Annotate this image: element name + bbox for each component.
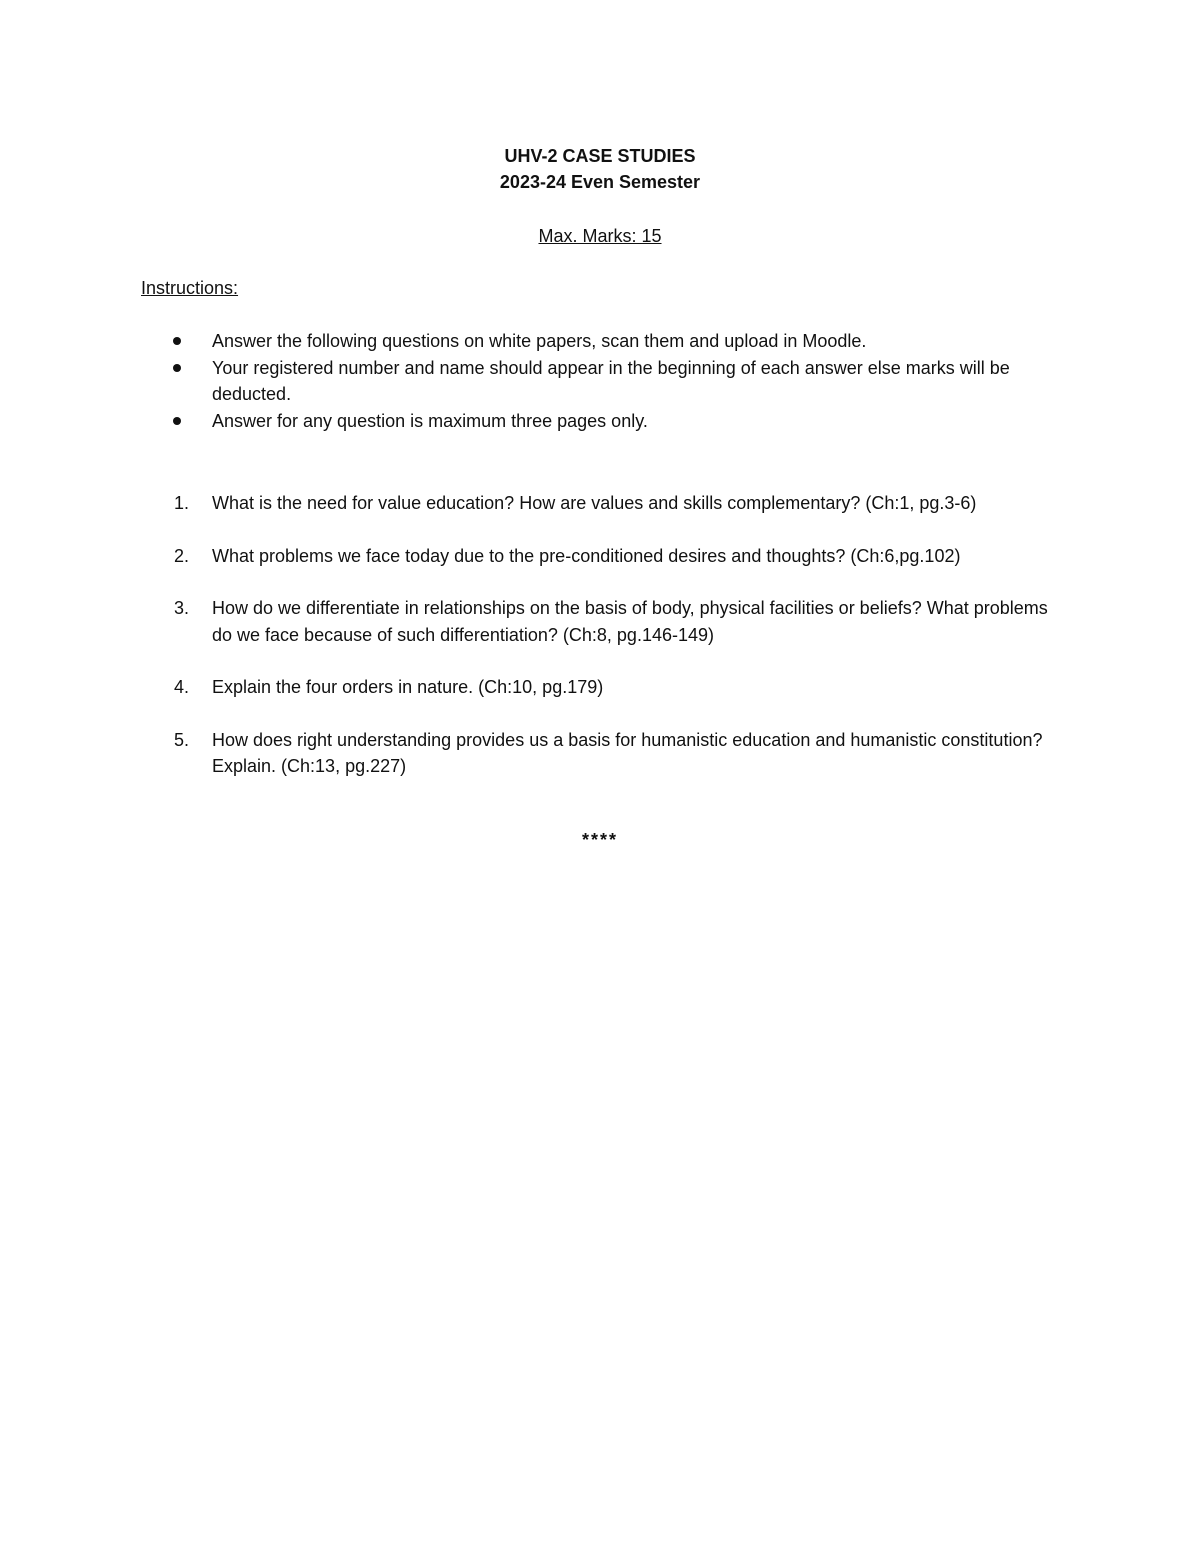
question-text: How does right understanding provides us a basis for humanistic education and humanistic constitution? Explain. (Ch:13, pg.227): [212, 729, 1043, 776]
question-text: What problems we face today due to the pre-conditioned desires and thoughts? (Ch:6,pg.102): [212, 545, 961, 566]
bullet-icon: [173, 364, 181, 372]
bullet-icon: [173, 417, 181, 425]
max-marks-label: Max. Marks: 15: [538, 226, 662, 246]
document-title: UHV-2 CASE STUDIES: [504, 146, 696, 166]
question-number: 2.: [174, 545, 190, 566]
question-text: How do we differentiate in relationships on the basis of body, physical facilities or beliefs? What problems do we face because of such differentiation? (Ch:8, pg.146-149): [212, 598, 1048, 645]
question-number: 3.: [174, 598, 190, 618]
bullet-icon: [173, 337, 181, 345]
question-number: 5.: [174, 729, 190, 750]
question-text: Explain the four orders in nature. (Ch:10, pg.179): [212, 677, 604, 697]
question-item: [0, 595, 1200, 648]
question-text: What is the need for value education? How are values and skills complementary? (Ch:1, pg.3-6): [212, 493, 977, 513]
instruction-item: [0, 328, 1200, 355]
question-item: [0, 543, 1200, 570]
question-item: [0, 674, 1200, 701]
question-number: 4.: [174, 677, 190, 697]
instruction-text: Answer the following questions on white papers, scan them and upload in Moodle.: [212, 331, 867, 351]
instructions-heading: Instructions:: [141, 278, 239, 298]
instructions-list: [0, 328, 1200, 434]
question-item: [0, 727, 1200, 780]
questions-list: [0, 490, 1200, 806]
end-marker: ****: [581, 830, 619, 850]
question-number: 1.: [174, 493, 190, 513]
instruction-item: [0, 355, 1200, 408]
semester-label: 2023-24 Even Semester: [499, 172, 701, 192]
instruction-text: Answer for any question is maximum three pages only.: [212, 410, 648, 431]
instruction-item: [0, 408, 1200, 435]
question-item: [0, 490, 1200, 517]
instruction-text: Your registered number and name should appear in the beginning of each answer else marks will be deducted.: [212, 357, 1010, 404]
